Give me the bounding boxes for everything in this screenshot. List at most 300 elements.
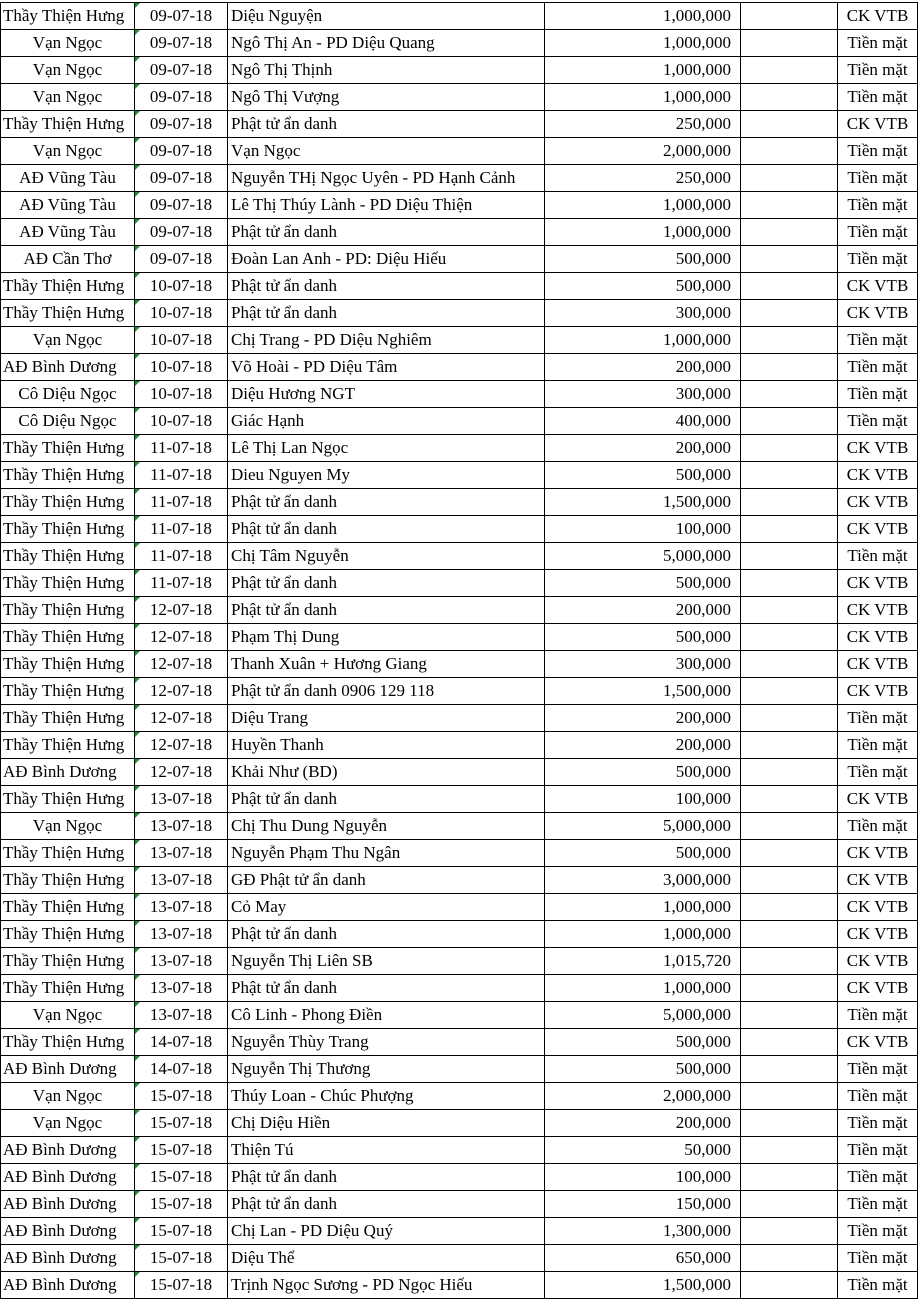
donor-cell[interactable]	[228, 1272, 545, 1299]
empty-cell[interactable]	[741, 1272, 838, 1299]
amount-cell[interactable]	[545, 975, 741, 1002]
donor-cell[interactable]	[228, 327, 545, 354]
source-cell[interactable]	[1, 462, 135, 489]
empty-cell[interactable]	[741, 30, 838, 57]
date-cell[interactable]	[135, 759, 228, 786]
date-cell[interactable]	[135, 1137, 228, 1164]
date-cell[interactable]	[135, 948, 228, 975]
empty-cell[interactable]	[741, 165, 838, 192]
empty-cell[interactable]	[741, 975, 838, 1002]
date-cell[interactable]	[135, 840, 228, 867]
amount-cell[interactable]	[545, 1218, 741, 1245]
donor-cell[interactable]	[228, 165, 545, 192]
payment-method-cell[interactable]	[838, 84, 918, 111]
empty-cell[interactable]	[741, 624, 838, 651]
amount-cell[interactable]	[545, 840, 741, 867]
payment-method-cell[interactable]	[838, 192, 918, 219]
empty-cell[interactable]	[741, 246, 838, 273]
donor-cell[interactable]	[228, 516, 545, 543]
source-cell[interactable]	[1, 1272, 135, 1299]
source-cell[interactable]	[1, 1164, 135, 1191]
payment-method-cell[interactable]	[838, 489, 918, 516]
donor-cell[interactable]	[228, 57, 545, 84]
payment-method-cell[interactable]	[838, 408, 918, 435]
empty-cell[interactable]	[741, 921, 838, 948]
payment-method-cell[interactable]	[838, 381, 918, 408]
donor-cell[interactable]	[228, 1245, 545, 1272]
date-cell[interactable]	[135, 246, 228, 273]
source-cell[interactable]	[1, 705, 135, 732]
date-cell[interactable]	[135, 678, 228, 705]
payment-method-text: CK VTB	[846, 465, 909, 484]
source-cell[interactable]	[1, 678, 135, 705]
source-cell[interactable]	[1, 435, 135, 462]
source-cell[interactable]	[1, 1218, 135, 1245]
amount-cell[interactable]	[545, 624, 741, 651]
amount-cell[interactable]	[545, 138, 741, 165]
amount-cell[interactable]	[545, 111, 741, 138]
donor-cell[interactable]	[228, 624, 545, 651]
donor-cell[interactable]	[228, 381, 545, 408]
empty-cell[interactable]	[741, 111, 838, 138]
date-cell[interactable]	[135, 705, 228, 732]
amount-cell[interactable]	[545, 516, 741, 543]
donor-cell[interactable]	[228, 1137, 545, 1164]
empty-cell[interactable]	[741, 1191, 838, 1218]
empty-cell[interactable]	[741, 516, 838, 543]
source-cell[interactable]	[1, 273, 135, 300]
payment-method-cell[interactable]	[838, 759, 918, 786]
date-cell[interactable]	[135, 1029, 228, 1056]
amount-cell[interactable]	[545, 327, 741, 354]
amount-cell[interactable]	[545, 570, 741, 597]
date-cell[interactable]	[135, 732, 228, 759]
donor-cell[interactable]	[228, 1191, 545, 1218]
source-cell[interactable]	[1, 1083, 135, 1110]
empty-cell[interactable]	[741, 732, 838, 759]
payment-method-cell[interactable]	[838, 354, 918, 381]
date-cell[interactable]	[135, 1110, 228, 1137]
payment-method-cell[interactable]	[838, 894, 918, 921]
date-cell[interactable]	[135, 462, 228, 489]
date-cell[interactable]	[135, 489, 228, 516]
payment-method-cell[interactable]	[838, 3, 918, 30]
empty-cell[interactable]	[741, 57, 838, 84]
donor-cell[interactable]	[228, 1029, 545, 1056]
date-cell[interactable]	[135, 138, 228, 165]
empty-cell[interactable]	[741, 597, 838, 624]
donor-cell[interactable]	[228, 462, 545, 489]
amount-cell[interactable]	[545, 435, 741, 462]
donor-cell[interactable]	[228, 111, 545, 138]
empty-cell[interactable]	[741, 1218, 838, 1245]
amount-cell[interactable]	[545, 489, 741, 516]
source-cell[interactable]	[1, 975, 135, 1002]
table-row	[1, 1218, 918, 1245]
date-cell[interactable]	[135, 300, 228, 327]
amount-cell[interactable]	[545, 273, 741, 300]
payment-method-cell[interactable]	[838, 1056, 918, 1083]
date-cell[interactable]	[135, 192, 228, 219]
source-cell[interactable]	[1, 759, 135, 786]
source-cell[interactable]	[1, 489, 135, 516]
donor-cell[interactable]	[228, 705, 545, 732]
empty-cell[interactable]	[741, 354, 838, 381]
empty-cell[interactable]	[741, 543, 838, 570]
amount-cell[interactable]	[545, 597, 741, 624]
payment-method-cell[interactable]	[838, 57, 918, 84]
empty-cell[interactable]	[741, 786, 838, 813]
empty-cell[interactable]	[741, 138, 838, 165]
source-cell[interactable]	[1, 786, 135, 813]
amount-cell[interactable]	[545, 867, 741, 894]
payment-method-cell[interactable]	[838, 543, 918, 570]
empty-cell[interactable]	[741, 435, 838, 462]
payment-method-cell[interactable]	[838, 1191, 918, 1218]
donor-text: Thiện Tú	[231, 1140, 294, 1159]
source-cell[interactable]	[1, 246, 135, 273]
donor-cell[interactable]	[228, 354, 545, 381]
payment-method-cell[interactable]	[838, 435, 918, 462]
payment-method-cell[interactable]	[838, 1164, 918, 1191]
payment-method-cell[interactable]	[838, 705, 918, 732]
date-cell[interactable]	[135, 84, 228, 111]
source-cell[interactable]	[1, 1110, 135, 1137]
payment-method-cell[interactable]	[838, 570, 918, 597]
payment-method-cell[interactable]	[838, 921, 918, 948]
date-cell[interactable]	[135, 624, 228, 651]
donor-cell[interactable]	[228, 435, 545, 462]
donor-cell[interactable]	[228, 30, 545, 57]
date-cell[interactable]	[135, 327, 228, 354]
donor-cell[interactable]	[228, 570, 545, 597]
source-cell[interactable]	[1, 219, 135, 246]
source-cell[interactable]	[1, 57, 135, 84]
payment-method-cell[interactable]	[838, 840, 918, 867]
source-cell[interactable]	[1, 300, 135, 327]
payment-method-cell[interactable]	[838, 813, 918, 840]
amount-cell[interactable]	[545, 1002, 741, 1029]
empty-cell[interactable]	[741, 489, 838, 516]
amount-cell[interactable]	[545, 1272, 741, 1299]
cell-error-indicator-icon	[135, 1056, 140, 1061]
empty-cell[interactable]	[741, 705, 838, 732]
source-cell[interactable]	[1, 732, 135, 759]
empty-cell[interactable]	[741, 84, 838, 111]
payment-method-cell[interactable]	[838, 30, 918, 57]
amount-cell[interactable]	[545, 921, 741, 948]
source-cell[interactable]	[1, 651, 135, 678]
date-cell[interactable]	[135, 975, 228, 1002]
donor-cell[interactable]	[228, 192, 545, 219]
amount-cell[interactable]	[545, 354, 741, 381]
payment-method-cell[interactable]	[838, 1110, 918, 1137]
donor-cell[interactable]	[228, 1218, 545, 1245]
donor-cell[interactable]	[228, 138, 545, 165]
amount-cell[interactable]	[545, 813, 741, 840]
source-cell[interactable]	[1, 894, 135, 921]
date-cell[interactable]	[135, 219, 228, 246]
donor-cell[interactable]	[228, 1002, 545, 1029]
payment-method-cell[interactable]	[838, 462, 918, 489]
source-cell[interactable]	[1, 1245, 135, 1272]
donor-cell[interactable]	[228, 813, 545, 840]
payment-method-cell[interactable]	[838, 138, 918, 165]
payment-method-cell[interactable]	[838, 111, 918, 138]
payment-method-cell[interactable]	[838, 948, 918, 975]
source-cell[interactable]	[1, 408, 135, 435]
donor-cell[interactable]	[228, 975, 545, 1002]
source-cell[interactable]	[1, 3, 135, 30]
source-cell[interactable]	[1, 165, 135, 192]
payment-method-cell[interactable]	[838, 1029, 918, 1056]
source-text: Vạn Ngọc	[32, 1113, 103, 1132]
payment-method-cell[interactable]	[838, 273, 918, 300]
amount-cell[interactable]	[545, 1110, 741, 1137]
empty-cell[interactable]	[741, 1164, 838, 1191]
payment-method-text: Tiền mặt	[847, 384, 908, 403]
amount-cell[interactable]	[545, 192, 741, 219]
donor-cell[interactable]	[228, 759, 545, 786]
source-cell[interactable]	[1, 111, 135, 138]
empty-cell[interactable]	[741, 867, 838, 894]
source-cell[interactable]	[1, 570, 135, 597]
donor-cell[interactable]	[228, 408, 545, 435]
date-cell[interactable]	[135, 1272, 228, 1299]
payment-method-cell[interactable]	[838, 624, 918, 651]
date-cell[interactable]	[135, 57, 228, 84]
amount-cell[interactable]	[545, 786, 741, 813]
empty-cell[interactable]	[741, 327, 838, 354]
amount-cell[interactable]	[545, 219, 741, 246]
date-cell[interactable]	[135, 1245, 228, 1272]
date-cell[interactable]	[135, 354, 228, 381]
empty-cell[interactable]	[741, 1029, 838, 1056]
source-cell[interactable]	[1, 948, 135, 975]
empty-cell[interactable]	[741, 1083, 838, 1110]
date-cell[interactable]	[135, 165, 228, 192]
date-cell[interactable]	[135, 273, 228, 300]
donor-cell[interactable]	[228, 867, 545, 894]
source-cell[interactable]	[1, 1002, 135, 1029]
empty-cell[interactable]	[741, 1137, 838, 1164]
empty-cell[interactable]	[741, 678, 838, 705]
source-cell[interactable]	[1, 516, 135, 543]
empty-cell[interactable]	[741, 408, 838, 435]
empty-cell[interactable]	[741, 3, 838, 30]
payment-method-cell[interactable]	[838, 246, 918, 273]
source-cell[interactable]	[1, 624, 135, 651]
donor-cell[interactable]	[228, 786, 545, 813]
source-cell[interactable]	[1, 1191, 135, 1218]
source-cell[interactable]	[1, 921, 135, 948]
empty-cell[interactable]	[741, 894, 838, 921]
source-cell[interactable]	[1, 1137, 135, 1164]
amount-cell[interactable]	[545, 3, 741, 30]
source-cell[interactable]	[1, 30, 135, 57]
donor-cell[interactable]	[228, 840, 545, 867]
amount-cell[interactable]	[545, 246, 741, 273]
date-cell[interactable]	[135, 786, 228, 813]
date-cell[interactable]	[135, 597, 228, 624]
amount-cell[interactable]	[545, 84, 741, 111]
payment-method-cell[interactable]	[838, 300, 918, 327]
donor-cell[interactable]	[228, 219, 545, 246]
donor-cell[interactable]	[228, 300, 545, 327]
amount-cell[interactable]	[545, 381, 741, 408]
payment-method-cell[interactable]	[838, 678, 918, 705]
amount-cell[interactable]	[545, 165, 741, 192]
payment-method-cell[interactable]	[838, 651, 918, 678]
amount-cell[interactable]	[545, 705, 741, 732]
empty-cell[interactable]	[741, 300, 838, 327]
payment-method-cell[interactable]	[838, 786, 918, 813]
payment-method-text: CK VTB	[846, 897, 909, 916]
empty-cell[interactable]	[741, 1056, 838, 1083]
source-cell[interactable]	[1, 1029, 135, 1056]
empty-cell[interactable]	[741, 192, 838, 219]
empty-cell[interactable]	[741, 759, 838, 786]
payment-method-cell[interactable]	[838, 1245, 918, 1272]
donor-cell[interactable]	[228, 1056, 545, 1083]
donor-cell[interactable]	[228, 246, 545, 273]
date-cell[interactable]	[135, 1191, 228, 1218]
payment-method-cell[interactable]	[838, 975, 918, 1002]
payment-method-cell[interactable]	[838, 1137, 918, 1164]
source-cell[interactable]	[1, 138, 135, 165]
date-cell[interactable]	[135, 408, 228, 435]
donor-cell[interactable]	[228, 732, 545, 759]
payment-method-cell[interactable]	[838, 732, 918, 759]
empty-cell[interactable]	[741, 273, 838, 300]
source-cell[interactable]	[1, 840, 135, 867]
payment-method-cell[interactable]	[838, 1002, 918, 1029]
date-cell[interactable]	[135, 3, 228, 30]
payment-method-cell[interactable]	[838, 219, 918, 246]
donor-cell[interactable]	[228, 489, 545, 516]
source-cell[interactable]	[1, 84, 135, 111]
payment-method-cell[interactable]	[838, 327, 918, 354]
cell-error-indicator-icon	[135, 570, 140, 575]
date-cell[interactable]	[135, 1002, 228, 1029]
date-cell[interactable]	[135, 894, 228, 921]
source-cell[interactable]	[1, 327, 135, 354]
date-cell[interactable]	[135, 1083, 228, 1110]
amount-cell[interactable]	[545, 300, 741, 327]
empty-cell[interactable]	[741, 651, 838, 678]
source-cell[interactable]	[1, 867, 135, 894]
date-cell[interactable]	[135, 867, 228, 894]
empty-cell[interactable]	[741, 813, 838, 840]
donor-cell[interactable]	[228, 921, 545, 948]
empty-cell[interactable]	[741, 948, 838, 975]
amount-cell[interactable]	[545, 1191, 741, 1218]
payment-method-cell[interactable]	[838, 1083, 918, 1110]
empty-cell[interactable]	[741, 570, 838, 597]
donor-cell[interactable]	[228, 543, 545, 570]
date-cell[interactable]	[135, 1164, 228, 1191]
payment-method-cell[interactable]	[838, 597, 918, 624]
amount-cell[interactable]	[545, 30, 741, 57]
donor-cell[interactable]	[228, 597, 545, 624]
date-cell[interactable]	[135, 111, 228, 138]
amount-cell[interactable]	[545, 1137, 741, 1164]
amount-cell[interactable]	[545, 651, 741, 678]
empty-cell[interactable]	[741, 381, 838, 408]
donor-cell[interactable]	[228, 678, 545, 705]
payment-method-cell[interactable]	[838, 165, 918, 192]
source-cell[interactable]	[1, 1056, 135, 1083]
empty-cell[interactable]	[741, 1110, 838, 1137]
empty-cell[interactable]	[741, 1245, 838, 1272]
date-cell[interactable]	[135, 1218, 228, 1245]
payment-method-cell[interactable]	[838, 1218, 918, 1245]
donor-cell[interactable]	[228, 84, 545, 111]
date-cell[interactable]	[135, 543, 228, 570]
payment-method-cell[interactable]	[838, 867, 918, 894]
date-cell[interactable]	[135, 651, 228, 678]
donor-cell[interactable]	[228, 273, 545, 300]
date-cell[interactable]	[135, 921, 228, 948]
amount-cell[interactable]	[545, 1164, 741, 1191]
donor-cell[interactable]	[228, 1083, 545, 1110]
amount-cell[interactable]	[545, 759, 741, 786]
date-text: 13-07-18	[149, 951, 213, 970]
donor-cell[interactable]	[228, 894, 545, 921]
amount-cell[interactable]	[545, 1245, 741, 1272]
date-cell[interactable]	[135, 435, 228, 462]
date-cell[interactable]	[135, 516, 228, 543]
date-cell[interactable]	[135, 570, 228, 597]
table-row	[1, 30, 918, 57]
amount-cell[interactable]	[545, 894, 741, 921]
source-cell[interactable]	[1, 354, 135, 381]
source-cell[interactable]	[1, 192, 135, 219]
date-cell[interactable]	[135, 381, 228, 408]
date-cell[interactable]	[135, 813, 228, 840]
source-cell[interactable]	[1, 813, 135, 840]
donor-cell[interactable]	[228, 1110, 545, 1137]
date-cell[interactable]	[135, 30, 228, 57]
amount-cell[interactable]	[545, 732, 741, 759]
amount-cell[interactable]	[545, 462, 741, 489]
amount-cell[interactable]	[545, 1083, 741, 1110]
payment-method-cell[interactable]	[838, 1272, 918, 1299]
source-cell[interactable]	[1, 597, 135, 624]
cell-error-indicator-icon	[135, 1245, 140, 1250]
amount-cell[interactable]	[545, 408, 741, 435]
donor-cell[interactable]	[228, 3, 545, 30]
table-row	[1, 192, 918, 219]
source-cell[interactable]	[1, 381, 135, 408]
empty-cell[interactable]	[741, 1002, 838, 1029]
amount-cell[interactable]	[545, 1056, 741, 1083]
amount-cell[interactable]	[545, 948, 741, 975]
amount-cell[interactable]	[545, 543, 741, 570]
empty-cell[interactable]	[741, 219, 838, 246]
amount-cell[interactable]	[545, 57, 741, 84]
amount-cell[interactable]	[545, 1029, 741, 1056]
source-cell[interactable]	[1, 543, 135, 570]
payment-method-cell[interactable]	[838, 516, 918, 543]
amount-cell[interactable]	[545, 678, 741, 705]
empty-cell[interactable]	[741, 840, 838, 867]
donor-cell[interactable]	[228, 948, 545, 975]
donor-cell[interactable]	[228, 1164, 545, 1191]
empty-cell[interactable]	[741, 462, 838, 489]
donor-cell[interactable]	[228, 651, 545, 678]
date-cell[interactable]	[135, 1056, 228, 1083]
